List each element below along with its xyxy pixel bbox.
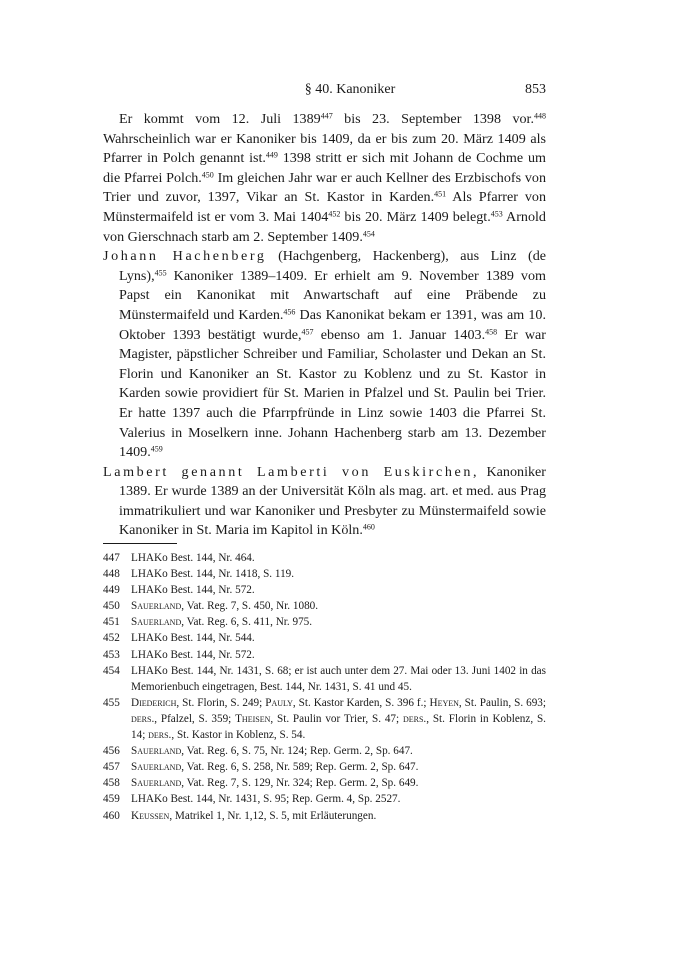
text-run: LHAKo Best. 144, Nr. 572. bbox=[131, 648, 255, 661]
footnote-text bbox=[131, 697, 546, 741]
footnote-454 bbox=[103, 663, 546, 695]
footnote-ref: 451 bbox=[434, 189, 447, 199]
footnote-separator bbox=[103, 543, 177, 544]
text-run: , Vat. Reg. 6, S. 75, Nr. 124; Rep. Germ. 2, Sp. 647. bbox=[181, 745, 413, 758]
paragraph-arnold-continued bbox=[103, 110, 546, 247]
footnote-number: 455 bbox=[103, 696, 120, 709]
author-name: Sauerland bbox=[131, 761, 182, 774]
footnote-ref: 457 bbox=[301, 327, 314, 337]
footnote-text bbox=[131, 793, 400, 805]
footnote-number: 454 bbox=[103, 664, 120, 677]
text-run: Kanoniker 1389–1409. Er erhielt am 9. November 1389 vom Papst ein Kanonikat mit Anwartschaft auf eine Präbende zu Münstermaifeld und Karden. bbox=[119, 267, 546, 323]
text-run: LHAKo Best. 144, Nr. 1418, S. 119. bbox=[131, 568, 295, 581]
footnote-ref: 450 bbox=[201, 170, 214, 180]
footnote-ref: 456 bbox=[283, 307, 296, 317]
author-name: Theisen bbox=[235, 712, 271, 725]
footnotes bbox=[103, 550, 546, 824]
text-run: , Vat. Reg. 7, S. 129, Nr. 324; Rep. Germ. 2, Sp. 649. bbox=[181, 777, 419, 790]
text-run: LHAKo Best. 144, Nr. 572. bbox=[131, 584, 255, 597]
footnote-number: 449 bbox=[103, 584, 120, 597]
text-run: , Kanoniker 1389. Er wurde 1389 an der Universität Köln als mag. art. et med. aus Prag immatrikuliert und war Kanoniker und Presbyter zu Münstermaifeld sowie Kanoniker in St. Maria im Kapitol in Köln. bbox=[119, 463, 546, 539]
text-run: ebenso am 1. Januar 1403. bbox=[313, 326, 486, 343]
footnote-text bbox=[131, 810, 376, 822]
text-run: , St. Florin in Koblenz, S. 14; bbox=[131, 712, 546, 742]
text-run: Das Kanonikat bekam er 1391, was am 10. Oktober 1393 bestätigt wurde, bbox=[119, 306, 546, 343]
text-run: , St. Florin, S. 249; bbox=[176, 696, 266, 709]
main-text bbox=[103, 110, 546, 541]
author-name: Sauerland bbox=[131, 616, 182, 629]
text-run: LHAKo Best. 144, Nr. 1431, S. 68; er ist auch unter dem 27. Mai oder 13. Juni 1402 in das Memorienbuch eingetragen, Best. 144, Nr. 1431, S. 41 und 45. bbox=[131, 664, 546, 693]
text-run: , Matrikel 1, Nr. 1,12, S. 5, mit Erläuterungen. bbox=[169, 809, 377, 822]
text-run: , Vat. Reg. 6, S. 258, Nr. 589; Rep. Germ. 2, Sp. 647. bbox=[181, 761, 419, 774]
text-run: LHAKo Best. 144, Nr. 464. bbox=[131, 552, 255, 564]
author-name: Heyen bbox=[429, 696, 459, 709]
text-run: , Vat. Reg. 7, S. 450, Nr. 1080. bbox=[181, 600, 319, 613]
footnote-ref: 454 bbox=[362, 229, 375, 239]
footnote-text bbox=[131, 616, 312, 628]
footnote-457 bbox=[103, 759, 546, 775]
footnote-ref: 453 bbox=[490, 209, 503, 219]
footnote-450 bbox=[103, 598, 546, 614]
author-name: Sauerland bbox=[131, 777, 182, 790]
author-name: Sauerland bbox=[131, 600, 182, 613]
footnote-text bbox=[131, 632, 255, 644]
author-name: Sauerland bbox=[131, 745, 182, 758]
author-name: Keussen bbox=[131, 809, 170, 822]
footnote-text bbox=[131, 649, 255, 661]
author-name: ders. bbox=[148, 729, 172, 742]
text-run: , St. Kastor in Koblenz, S. 54. bbox=[171, 729, 306, 742]
text-run: , St. Paulin vor Trier, S. 47; bbox=[270, 712, 403, 725]
footnote-ref: 449 bbox=[265, 150, 278, 160]
text-run: LHAKo Best. 144, Nr. 1431, S. 95; Rep. Germ. 4, Sp. 2527. bbox=[131, 793, 401, 806]
footnote-number: 460 bbox=[103, 809, 120, 822]
footnote-text bbox=[131, 552, 255, 564]
text-run: Er kommt vom 12. Juli 1389 bbox=[119, 111, 321, 127]
footnote-number: 451 bbox=[103, 616, 120, 629]
text-run: , Pfalzel, S. 359; bbox=[154, 712, 236, 725]
footnote-458 bbox=[103, 775, 546, 791]
footnote-number: 456 bbox=[103, 745, 120, 758]
author-name: Diederich bbox=[131, 696, 177, 709]
footnote-ref: 460 bbox=[362, 522, 375, 532]
footnote-text bbox=[131, 600, 318, 612]
footnote-452 bbox=[103, 630, 546, 646]
footnote-460 bbox=[103, 808, 546, 824]
text-run: Im gleichen Jahr war er auch Kellner des Erzbischofs von Trier und zuvor, 1397, Vikar an St. Kastor in Karden. bbox=[103, 169, 546, 206]
text-run: Wahrscheinlich war er Kanoniker bis 1409, da er bis zum 20. März 1409 als Pfarrer in Polch genannt ist. bbox=[103, 130, 546, 167]
entry-johann-hachenberg bbox=[103, 247, 546, 463]
text-run: Er war Magister, päpstlicher Schreiber und Familiar, Scholaster und Dekan an St. Florin und Kanoniker an St. Kastor zu Koblenz und zu St. Kastor in Karden sowie providiert für St. Marien in Pfalzel und St. Paulin bei Trier. Er hatte 1397 auch die Pfarrpfründe in Linz sowie 1403 die Pfarrei St. Valerius in Moselkern inne. Johann Hachenberg starb am 13. Dezember 1409. bbox=[119, 326, 546, 461]
footnote-447 bbox=[103, 550, 546, 566]
footnote-451 bbox=[103, 614, 546, 630]
footnote-ref: 458 bbox=[485, 327, 498, 337]
footnote-number: 453 bbox=[103, 648, 120, 661]
entry-name: Johann Hachenberg bbox=[103, 248, 267, 265]
footnote-number: 450 bbox=[103, 600, 120, 613]
footnote-ref: 452 bbox=[328, 209, 341, 219]
footnote-453 bbox=[103, 647, 546, 663]
paragraph-content bbox=[103, 111, 546, 245]
footnote-ref: 447 bbox=[320, 111, 333, 121]
text-run: 1398 stritt er sich mit Johann de Cochme um die Pfarrei Polch. bbox=[103, 150, 546, 186]
footnote-448 bbox=[103, 566, 546, 582]
footnote-ref: 459 bbox=[150, 444, 163, 454]
text-run: Als Pfarrer von Münstermaifeld ist er vom 3. Mai 1404 bbox=[103, 189, 547, 225]
author-name: ders. bbox=[402, 712, 427, 725]
footnote-number: 457 bbox=[103, 761, 120, 774]
footnote-459 bbox=[103, 791, 546, 807]
footnote-number: 458 bbox=[103, 777, 120, 790]
page-number: 853 bbox=[525, 82, 546, 97]
text-run: (Hachgenberg, Hackenberg), aus Linz (de Lyns), bbox=[119, 248, 546, 284]
text-run: , St. Paulin, S. 693; bbox=[458, 696, 546, 709]
entry-lambert-von-euskirchen bbox=[103, 463, 546, 541]
footnote-ref: 448 bbox=[534, 111, 546, 121]
running-header bbox=[0, 82, 700, 102]
text-run: bis 20. März 1409 belegt. bbox=[340, 208, 491, 225]
footnote-449 bbox=[103, 582, 546, 598]
footnote-number: 447 bbox=[103, 552, 120, 564]
footnote-number: 459 bbox=[103, 793, 120, 806]
footnote-456 bbox=[103, 743, 546, 759]
footnote-number: 448 bbox=[103, 568, 120, 581]
author-name: Pauly bbox=[265, 696, 293, 709]
footnote-text bbox=[131, 761, 418, 773]
footnote-text bbox=[131, 777, 418, 789]
text-run: , Vat. Reg. 6, S. 411, Nr. 975. bbox=[181, 616, 313, 629]
footnote-text bbox=[131, 745, 413, 757]
text-run: LHAKo Best. 144, Nr. 544. bbox=[131, 632, 255, 645]
footnote-text bbox=[131, 665, 546, 693]
footnote-number: 452 bbox=[103, 632, 120, 645]
running-title: § 40. Kanoniker bbox=[304, 82, 396, 97]
text-run: Arnold von Gierschnach starb am 2. September 1409. bbox=[103, 208, 546, 245]
text-run: bis 23. September 1398 vor. bbox=[332, 111, 534, 127]
footnote-ref: 455 bbox=[154, 268, 167, 278]
entry-content bbox=[119, 248, 546, 460]
footnote-455 bbox=[103, 695, 546, 743]
text-run: , St. Kastor Karden, S. 396 f.; bbox=[292, 696, 430, 709]
footnote-text bbox=[131, 568, 294, 580]
author-name: ders. bbox=[131, 712, 155, 725]
entry-name: Lambert genannt Lamberti von Euskirchen bbox=[103, 463, 473, 480]
footnote-text bbox=[131, 584, 255, 596]
